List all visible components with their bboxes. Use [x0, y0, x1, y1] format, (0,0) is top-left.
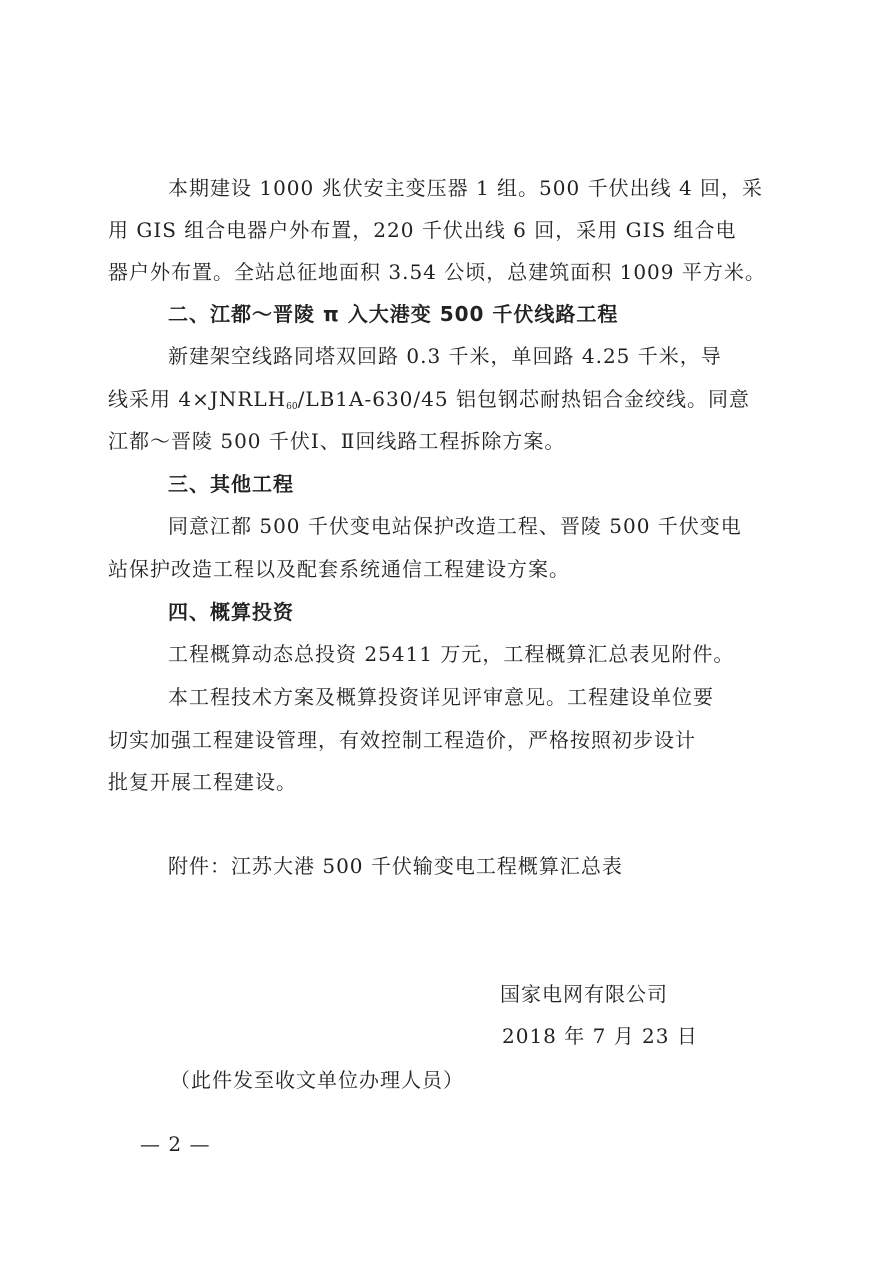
text-segment: /LB1A-630/45 铝包钢芯耐热铝合金绞线。同意 [297, 387, 750, 411]
section-heading: 四、概算投资 [168, 600, 294, 624]
page-number: — 2 — [140, 1132, 211, 1156]
issue-date: 2018 年 7 月 23 日 [502, 1024, 698, 1048]
attachment-note: 附件：江苏大港 500 千伏输变电工程概算汇总表 [168, 854, 623, 878]
body-line: 切实加强工程建设管理，有效控制工程造价，严格按照初步设计 [108, 728, 696, 752]
body-line: 器户外布置。全站总征地面积 3.54 公顷，总建筑面积 1009 平方米。 [108, 260, 766, 284]
body-line: 用 GIS 组合电器户外布置，220 千伏出线 6 回，采用 GIS 组合电 [108, 218, 737, 242]
section-heading: 二、江都～晋陵 π 入大港变 500 千伏线路工程 [168, 302, 619, 326]
body-line: 批复开展工程建设。 [108, 770, 297, 794]
subscript: 60 [286, 402, 298, 412]
body-line: 站保护改造工程以及配套系统通信工程建设方案。 [108, 557, 570, 581]
body-line: 新建架空线路同塔双回路 0.3 千米，单回路 4.25 千米，导 [168, 344, 722, 368]
issuer-name: 国家电网有限公司 [500, 982, 668, 1006]
body-line: 江都～晋陵 500 千伏Ⅰ、Ⅱ回线路工程拆除方案。 [108, 429, 566, 453]
body-line: 本期建设 1000 兆伏安主变压器 1 组。500 千伏出线 4 回，采 [168, 176, 764, 200]
distribution-note: （此件发至收文单位办理人员） [170, 1068, 464, 1092]
body-line: 本工程技术方案及概算投资详见评审意见。工程建设单位要 [168, 685, 714, 709]
text-segment: 线采用 4×JNRLH [108, 387, 287, 411]
body-line [108, 385, 750, 421]
section-heading: 三、其他工程 [168, 472, 294, 496]
body-line: 工程概算动态总投资 25411 万元，工程概算汇总表见附件。 [168, 642, 735, 666]
body-line: 同意江都 500 千伏变电站保护改造工程、晋陵 500 千伏变电 [168, 514, 742, 538]
